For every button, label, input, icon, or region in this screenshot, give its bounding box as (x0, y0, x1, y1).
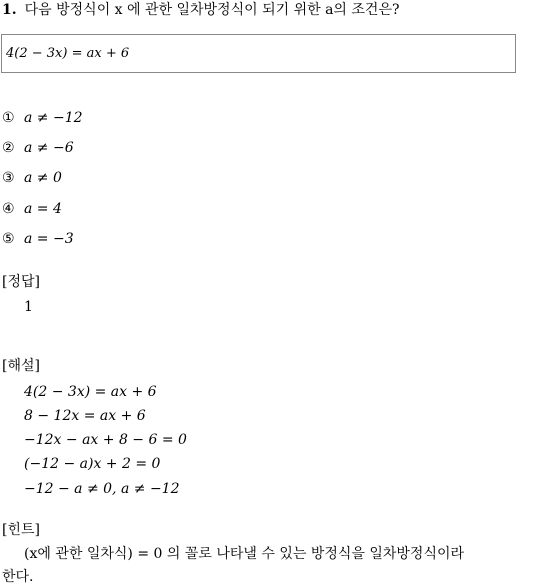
solution-label: [해설] (2, 358, 40, 374)
hint-label: [힌트] (2, 522, 40, 538)
hint-line-1: (x에 관한 일차식) = 0 의 꼴로 나타낼 수 있는 방정식을 일차방정식이라 (24, 546, 465, 562)
solution-step-4: (−12 − a)x + 2 = 0 (24, 456, 161, 472)
choice-1[interactable] (2, 108, 83, 128)
equation-text: 4(2 − 3x) = ax + 6 (6, 46, 130, 61)
choice-4[interactable] (2, 199, 62, 219)
choice-5[interactable] (2, 229, 74, 249)
choice-3-text: a ≠ 0 (24, 170, 62, 186)
equation-box (1, 34, 516, 73)
question-title (2, 0, 399, 20)
solution-step-5: −12 − a ≠ 0, a ≠ −12 (24, 481, 180, 497)
choice-1-text: a ≠ −12 (24, 110, 83, 126)
hint-line-2: 한다. (2, 569, 34, 585)
choice-3[interactable] (2, 168, 62, 188)
answer-value: 1 (24, 299, 33, 315)
choice-2-text: a ≠ −6 (24, 140, 74, 156)
question-text: 다음 방정식이 x 에 관한 일차방정식이 되기 위한 a의 조건은? (24, 2, 400, 18)
choice-4-text: a = 4 (24, 201, 62, 217)
solution-step-3: −12x − ax + 8 − 6 = 0 (24, 432, 187, 448)
choice-5-text: a = −3 (24, 231, 74, 247)
solution-step-1: 4(2 − 3x) = ax + 6 (24, 384, 157, 400)
answer-label: [정답] (2, 274, 40, 290)
choice-2[interactable] (2, 138, 74, 158)
choice-4-mark: ④ (2, 201, 15, 217)
choice-5-mark: ⑤ (2, 231, 15, 247)
choice-1-mark: ① (2, 110, 15, 126)
choice-3-mark: ③ (2, 170, 15, 186)
choice-2-mark: ② (2, 140, 15, 156)
question-number: 1. (2, 2, 17, 18)
solution-step-2: 8 − 12x = ax + 6 (24, 408, 146, 424)
